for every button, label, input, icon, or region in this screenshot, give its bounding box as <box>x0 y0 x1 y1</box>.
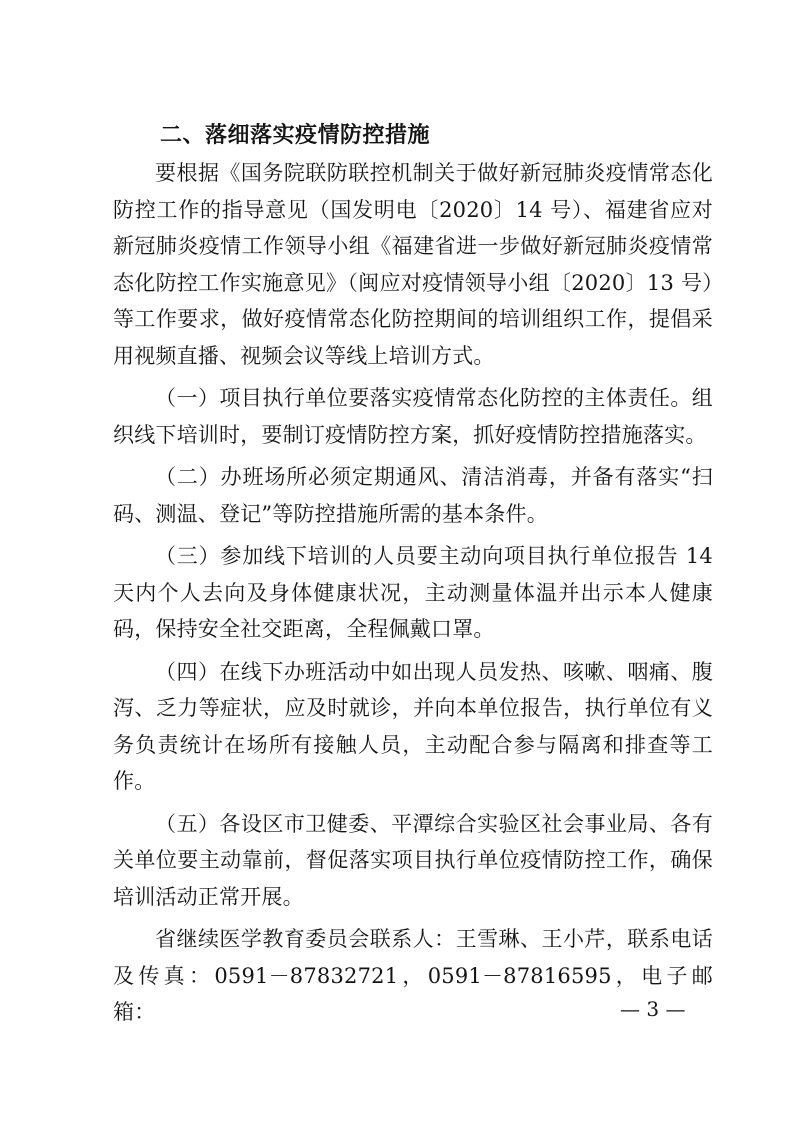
page-number: — 3 — <box>620 997 686 1021</box>
paragraph-item-4: （四）在线下办班活动中如出现人员发热、咳嗽、咽痛、腹泻、乏力等症状，应及时就诊，并向本单位报告，执行单位有义务负责统计在场所有接触人员，主动配合参与隔离和排查等工作。 <box>113 659 713 793</box>
paragraph-contact: 省继续医学教育委员会联系人：王雪琳、王小芹，联系电话及传真：0591－87832721，0591－87816595，电子邮箱： <box>113 927 713 1024</box>
paragraph-item-2: （二）办班场所必须定期通风、清洁消毒，并备有落实“扫码、测温、登记”等防控措施所需的基本条件。 <box>113 465 713 526</box>
paragraph-item-1: （一）项目执行单位要落实疫情常态化防控的主体责任。组织线下培训时，要制订疫情防控方案，抓好疫情防控措施落实。 <box>113 386 713 447</box>
paragraph-intro: 要根据《国务院联防联控机制关于做好新冠肺炎疫情常态化防控工作的指导意见（国发明电〔2020〕14 号）、福建省应对新冠肺炎疫情工作领导小组《福建省进一步做好新冠肺炎疫情常态化防控工作实施意见》（闽应对疫情领导小组〔2020〕13 号）等工作要求，做好疫情常态化防控期间的培训组织工作，提倡采用视频直播、视频会议等线上培训方式。 <box>113 161 713 368</box>
paragraph-item-3: （三）参加线下培训的人员要主动向项目执行单位报告 14 天内个人去向及身体健康状况，主动测量体温并出示本人健康码，保持安全社交距离，全程佩戴口罩。 <box>113 544 713 641</box>
section-heading: 二、落细落实疫情防控措施 <box>160 123 431 148</box>
paragraph-item-5: （五）各设区市卫健委、平潭综合实验区社会事业局、各有关单位要主动靠前，督促落实项目执行单位疫情防控工作，确保培训活动正常开展。 <box>113 811 713 909</box>
body-text <box>113 155 713 1037</box>
